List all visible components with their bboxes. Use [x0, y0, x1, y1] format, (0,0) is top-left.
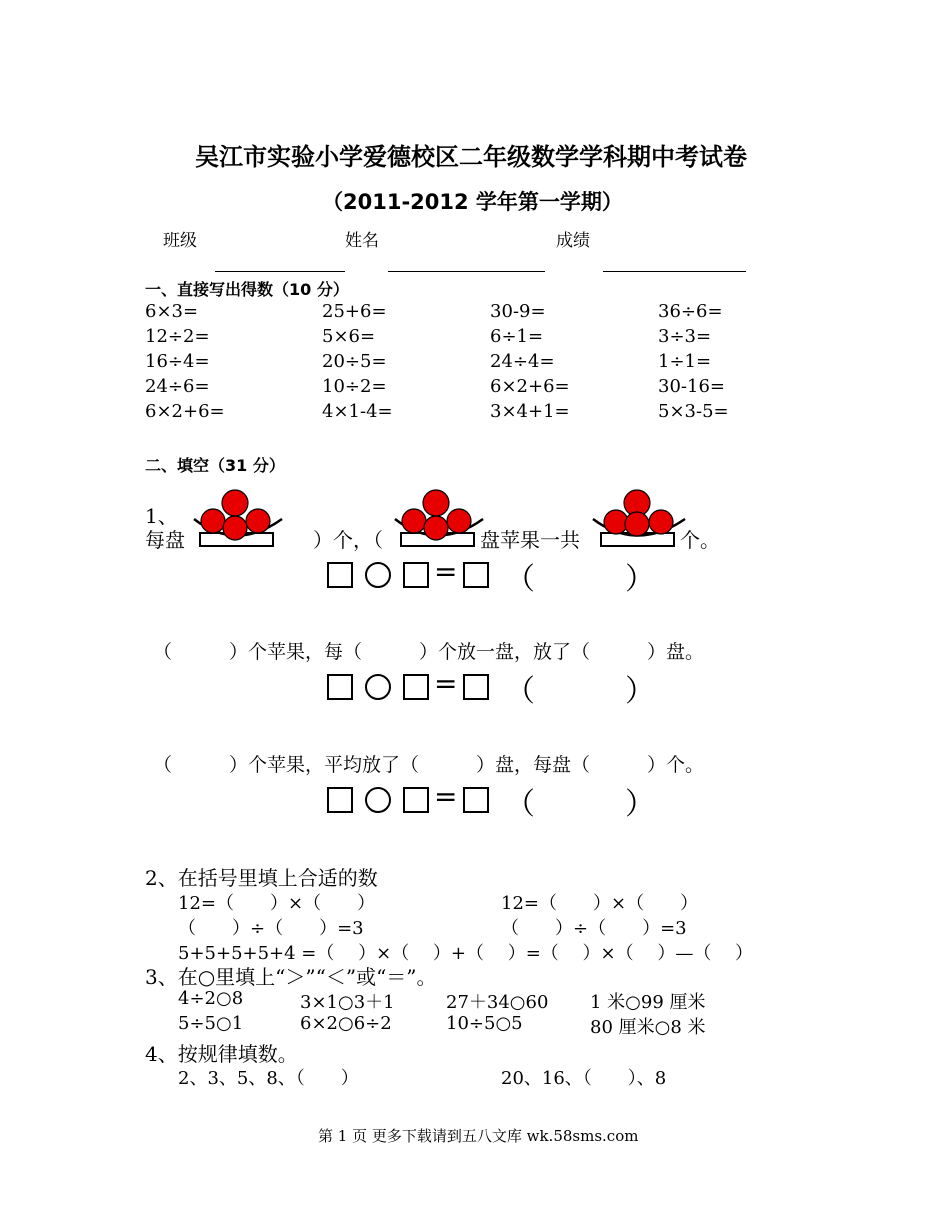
calc-item: 16÷4= — [145, 351, 210, 372]
calc-item: 12÷2= — [145, 326, 210, 347]
calc-item: 6×2+6= — [145, 401, 225, 422]
unit-paren[interactable]: （ ） — [505, 562, 655, 597]
answer-box[interactable] — [327, 787, 353, 813]
equation-template — [327, 555, 655, 597]
answer-box[interactable] — [403, 562, 429, 588]
q4-item[interactable]: 20、16、（ ）、8 — [501, 1068, 667, 1089]
equation-template — [327, 780, 655, 822]
q3-item[interactable]: 5÷5○1 — [178, 1013, 244, 1034]
q2-item[interactable]: （ ）÷（ ）=3 — [501, 918, 687, 939]
calc-item: 20÷5= — [322, 351, 387, 372]
name-label: 姓名 — [345, 231, 379, 251]
q1-line2: （ ）个苹果，每（ ）个放一盘，放了（ ）盘。 — [153, 641, 705, 663]
apple-plate-icon — [190, 486, 295, 552]
equals-sign: = — [434, 780, 458, 813]
q3-item[interactable]: 10÷5○5 — [446, 1013, 523, 1034]
score-label: 成绩 — [556, 231, 590, 251]
name-blank-line[interactable] — [388, 271, 545, 272]
q2-item[interactable]: （ ）÷（ ）=3 — [178, 918, 364, 939]
exam-subtitle: （2011-2012 学年第一学期） — [322, 190, 623, 214]
exam-title: 吴江市实验小学爱德校区二年级数学学科期中考试卷 — [195, 143, 747, 171]
unit-paren[interactable]: （ ） — [505, 787, 655, 822]
operator-circle[interactable] — [365, 787, 391, 813]
q1-text-b: ）个，（ — [313, 528, 383, 552]
equals-sign: = — [434, 555, 458, 588]
q1-text-c: 盘苹果一共 — [480, 528, 580, 552]
calc-item: 4×1-4= — [322, 401, 393, 422]
class-label: 班级 — [163, 231, 197, 251]
class-blank-line[interactable] — [215, 271, 345, 272]
page-footer: 第 1 页 更多下载请到五八文库 wk.58sms.com — [318, 1127, 639, 1145]
calc-item: 6×3= — [145, 301, 199, 322]
q2-heading: 2、在括号里填上合适的数 — [145, 866, 378, 890]
q3-item[interactable]: 3×1○3＋1 — [300, 992, 395, 1013]
calc-item: 6÷1= — [490, 326, 544, 347]
score-blank-line[interactable] — [603, 271, 746, 272]
apple-plate-icon — [391, 486, 496, 552]
q4-heading: 4、按规律填数。 — [145, 1042, 298, 1066]
equation-template — [327, 667, 655, 709]
calc-item: 5×6= — [322, 326, 376, 347]
q3-heading: 3、在○里填上“＞”“＜”或“＝”。 — [145, 965, 437, 989]
answer-box[interactable] — [463, 674, 489, 700]
unit-paren[interactable]: （ ） — [505, 674, 655, 709]
section2-heading: 二、填空（31 分） — [145, 456, 285, 475]
equals-sign: = — [434, 667, 458, 700]
answer-box[interactable] — [403, 787, 429, 813]
calc-item: 6×2+6= — [490, 376, 570, 397]
calc-item: 3×4+1= — [490, 401, 570, 422]
answer-box[interactable] — [403, 674, 429, 700]
answer-box[interactable] — [327, 562, 353, 588]
calc-item: 5×3-5= — [658, 401, 729, 422]
q4-item[interactable]: 2、3、5、8、（ ） — [178, 1068, 359, 1089]
q1-text-a: 每盘 — [145, 528, 185, 552]
operator-circle[interactable] — [365, 674, 391, 700]
q3-item[interactable]: 6×2○6÷2 — [300, 1013, 392, 1034]
q1-number: 1、 — [145, 504, 178, 528]
q2-item[interactable]: 12=（ ）×（ ） — [178, 893, 376, 914]
calc-item: 25+6= — [322, 301, 387, 322]
operator-circle[interactable] — [365, 562, 391, 588]
q3-item[interactable]: 27＋34○60 — [446, 992, 549, 1013]
calc-item: 10÷2= — [322, 376, 387, 397]
calc-item: 36÷6= — [658, 301, 723, 322]
q1-text-d: 个。 — [680, 528, 720, 552]
answer-box[interactable] — [463, 787, 489, 813]
q3-item[interactable]: 1 米○99 厘米 — [590, 992, 706, 1013]
answer-box[interactable] — [463, 562, 489, 588]
q3-item[interactable]: 4÷2○8 — [178, 988, 244, 1009]
calc-item: 3÷3= — [658, 326, 712, 347]
calc-item: 30-16= — [658, 376, 725, 397]
calc-item: 24÷4= — [490, 351, 555, 372]
calc-item: 24÷6= — [145, 376, 210, 397]
q2-item[interactable]: 5+5+5+5+4 =（ ）×（ ）+（ ）=（ ）×（ ）—（ ） — [178, 943, 754, 964]
calc-item: 30-9= — [490, 301, 546, 322]
q1-line3: （ ）个苹果，平均放了（ ）盘，每盘（ ）个。 — [153, 754, 705, 776]
q2-item[interactable]: 12=（ ）×（ ） — [501, 893, 699, 914]
apple-plate-icon — [589, 486, 694, 552]
section1-heading: 一、直接写出得数（10 分） — [145, 280, 349, 299]
answer-box[interactable] — [327, 674, 353, 700]
q3-item[interactable]: 80 厘米○8 米 — [590, 1017, 706, 1038]
calc-item: 1÷1= — [658, 351, 712, 372]
